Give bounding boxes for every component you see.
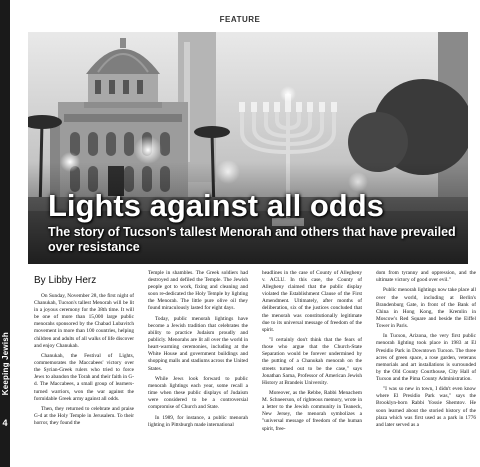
article-column-1	[34, 293, 134, 463]
subheadline: The story of Tucson's tallest Menorah and others that have prevailed over resistance	[48, 225, 456, 254]
paragraph: On Sunday, November 28, the first night of Chanukah, Tucson's tallest Menorah will be lit in a joyous ceremony for the 38th time. It will be one of more than 15,000 large public menorahs sponsored by the Chabad Lubavitch movement in more than 100 countries, helping children and adults of all walks of life discover and enjoy Chanukah.	[34, 293, 134, 349]
paragraph: "I certainly don't think that the fears of those who argue that the Church-State Separation would be forever undermined by the putting of a Chanukah menorah on the streets turned out to be the case," says Jonathan Sarna, Professor of American Jewish History at Brandeis University.	[262, 337, 362, 386]
side-bar	[0, 0, 10, 467]
article-column-2	[148, 270, 248, 463]
paragraph: Public menorah lightings now take place all over the world, including at Berlin's Brandenburg Gate, in front of the Bank of China in Hong Kong, the Kremlin in Moscow's Red Square and beside the Eiffel Tower in Paris.	[376, 287, 476, 329]
paragraph: Today, public menorah lightings have become a Jewish tradition that celebrates the ability to practice Judaism proudly and publicly. Menorahs are lit all over the world in heart-warming ceremonies, including at the White House and government buildings and shopping malls and stadiums across the United States.	[148, 315, 248, 372]
paragraph: Moreover, as the Rebbe, Rabbi Menachem M. Schneerson, of righteous memory, wrote in a letter to the Jewish community in Teaneck, New Jersey, the menorah symbolizes a "universal message of freedom of the human spirit, free-	[262, 390, 362, 432]
headline: Lights against all odds	[48, 188, 384, 223]
paragraph: "I was so new in town, I didn't even know where El Presidio Park was," says the Brooklyn-born Rabbi Yossie Shemtov. He soon learned about the storied history of the plaza which was first used as a park in 1776 and later served as a	[376, 386, 476, 428]
article-column-4	[376, 270, 476, 463]
paragraph: While Jews look forward to public menorah lightings each year, some recall a time when these public displays of Judaism were considered to be a controversial compromise of Church and State.	[148, 375, 248, 411]
section-label: FEATURE	[219, 15, 261, 24]
byline: By Libby Herz	[34, 275, 97, 286]
paragraph: In Tucson, Arizona, the very first public menorah lighting took place in 1983 at El Presidio Park in Downtown Tucson. The three acres of green space, a rose garden, veterans memorials and art installations is surrounded by the Old County Courthouse, City Hall of Tucson and the Pima County Administration.	[376, 333, 476, 382]
side-section-label: Keeping Jewish	[1, 332, 10, 396]
paragraph: Then, they returned to celebrate and praise G-d at the Holy Temple in Jerusalem. To their horror, they found the	[34, 406, 134, 427]
paragraph: Chanukah, the Festival of Lights, commemorates the Maccabees' victory over the Syrian-Greek rulers who tried to force Jews to abandon the Torah and their faith in G-d. The Maccabees, a small group of learners-turned warriors, won the war against the formidable Greek army against all odds.	[34, 353, 134, 402]
article-column-3	[262, 270, 362, 463]
paragraph: dom from tyranny and oppression, and the ultimate victory of good over evil."	[376, 270, 476, 284]
paragraph: Temple in shambles. The Greek soldiers had destroyed and defiled the Temple. The Jewish people got to work, fixing and cleaning and soon re-dedicated the Holy Temple by lighting the Menorah. The little pure olive oil they found miraculously lasted for eight days.	[148, 270, 248, 312]
paragraph: headlines in the case of County of Allegheny v. ACLU. In this case, the County of Allegheny claimed that the public display violated the Establishment Clause of the First Amendment. Ultimately, after months of deliberation, six of the justices concluded that the menorah was constitutionally legitimate due to its universal message of freedom of the spirit.	[262, 270, 362, 333]
page-number: 4	[2, 418, 8, 428]
paragraph: In 1989, for instance, a public menorah lighting in Pittsburgh made international	[148, 414, 248, 428]
hero-photo	[28, 32, 468, 264]
